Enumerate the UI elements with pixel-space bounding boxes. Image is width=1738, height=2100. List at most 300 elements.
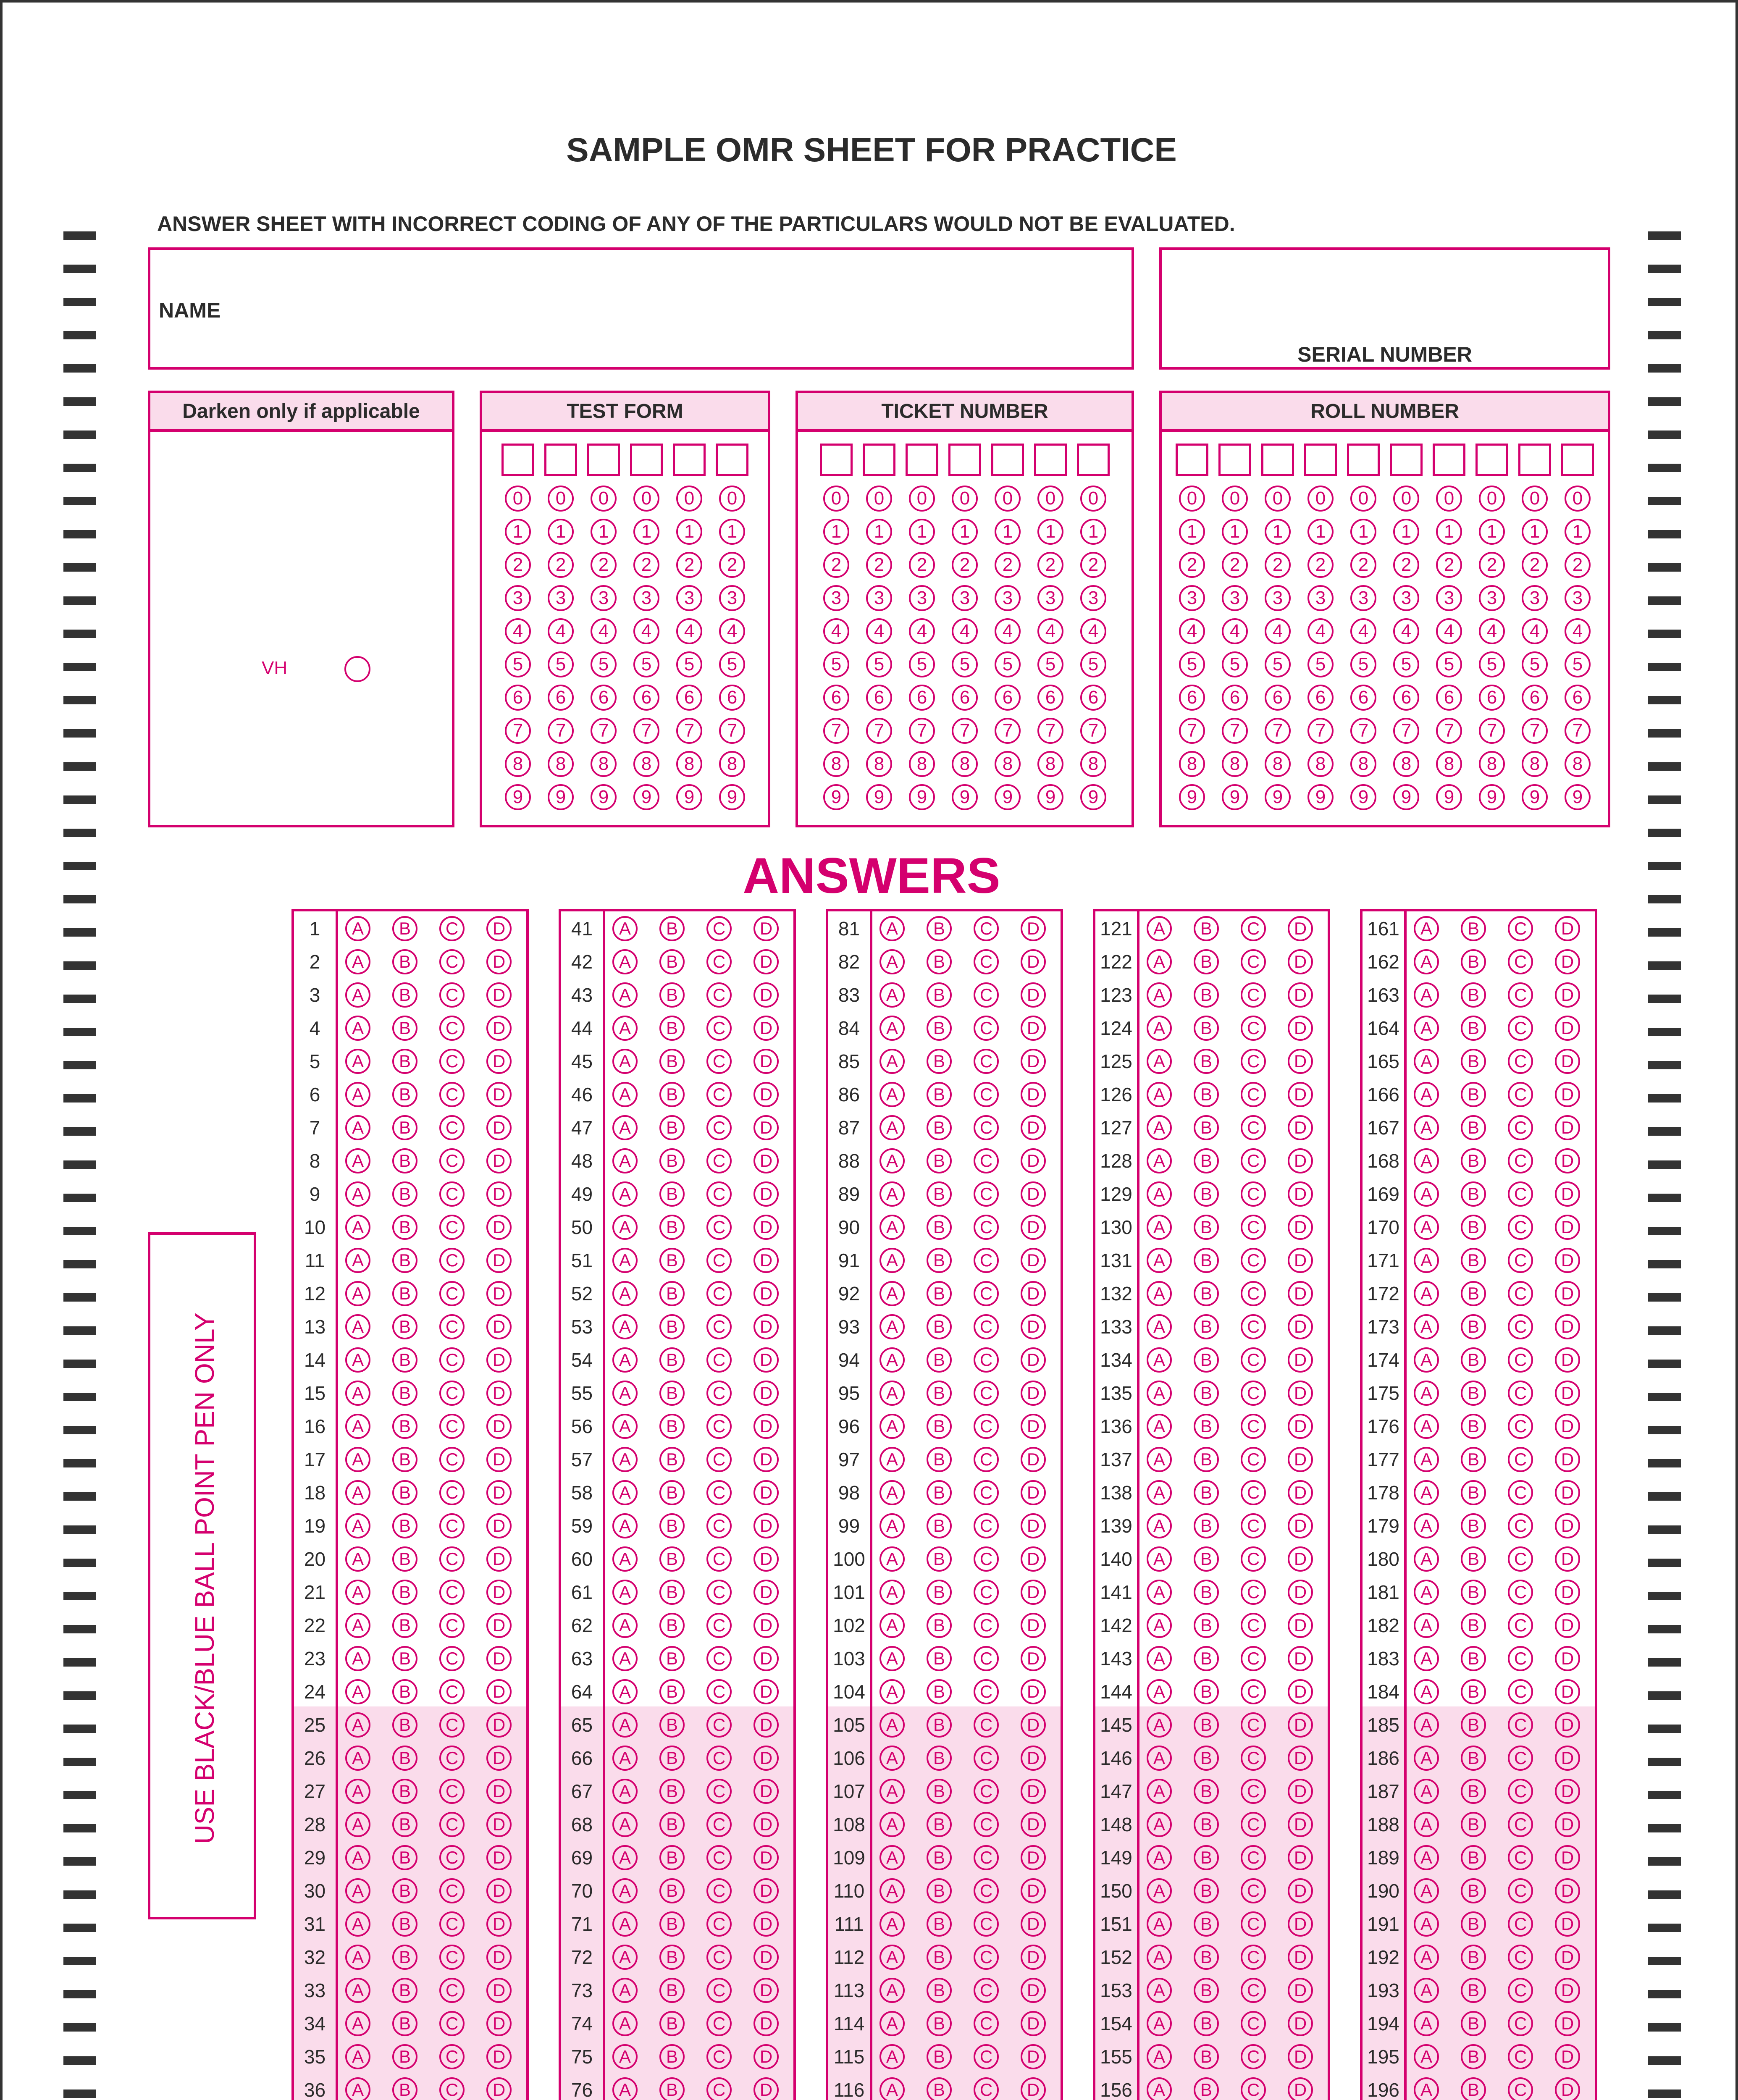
option-b-bubble[interactable]: B	[1194, 916, 1219, 941]
option-b-bubble[interactable]: B	[1194, 1546, 1219, 1572]
option-d-bubble[interactable]: D	[1021, 1381, 1046, 1406]
roll-number-digit-bubble[interactable]: 2	[1307, 552, 1334, 578]
option-c-bubble[interactable]: C	[1508, 1746, 1533, 1771]
option-b-bubble[interactable]: B	[927, 1978, 952, 2003]
option-a-bubble[interactable]: A	[345, 1712, 370, 1738]
option-d-bubble[interactable]: D	[1288, 1712, 1313, 1738]
option-c-bubble[interactable]: C	[439, 1414, 465, 1439]
option-b-bubble[interactable]: B	[659, 1779, 685, 1804]
test-form-digit-bubble[interactable]: 8	[548, 751, 574, 777]
option-b-bubble[interactable]: B	[1461, 2011, 1486, 2036]
option-d-bubble[interactable]: D	[1021, 1115, 1046, 1140]
option-a-bubble[interactable]: A	[880, 1082, 905, 1107]
option-a-bubble[interactable]: A	[345, 1513, 370, 1538]
option-b-bubble[interactable]: B	[1461, 1845, 1486, 1870]
option-a-bubble[interactable]: A	[880, 1414, 905, 1439]
option-c-bubble[interactable]: C	[706, 1181, 732, 1207]
option-a-bubble[interactable]: A	[1414, 1945, 1439, 1970]
option-b-bubble[interactable]: B	[659, 1546, 685, 1572]
ticket-number-digit-bubble[interactable]: 5	[823, 651, 849, 677]
option-d-bubble[interactable]: D	[486, 1679, 512, 1704]
option-d-bubble[interactable]: D	[1288, 982, 1313, 1008]
option-d-bubble[interactable]: D	[753, 1281, 779, 1306]
option-c-bubble[interactable]: C	[1241, 1281, 1266, 1306]
option-a-bubble[interactable]: A	[612, 1513, 638, 1538]
option-d-bubble[interactable]: D	[486, 2011, 512, 2036]
option-b-bubble[interactable]: B	[659, 1945, 685, 1970]
option-b-bubble[interactable]: B	[392, 1082, 417, 1107]
option-c-bubble[interactable]: C	[1508, 1181, 1533, 1207]
option-c-bubble[interactable]: C	[974, 1546, 999, 1572]
test-form-digit-bubble[interactable]: 8	[591, 751, 617, 777]
ticket-number-digit-bubble[interactable]: 0	[909, 486, 935, 512]
option-c-bubble[interactable]: C	[1508, 1978, 1533, 2003]
option-d-bubble[interactable]: D	[486, 2077, 512, 2100]
option-c-bubble[interactable]: C	[706, 1447, 732, 1472]
option-d-bubble[interactable]: D	[1288, 1812, 1313, 1837]
option-c-bubble[interactable]: C	[1508, 1646, 1533, 1671]
ticket-number-digit-bubble[interactable]: 4	[952, 618, 978, 644]
option-a-bubble[interactable]: A	[345, 1347, 370, 1373]
roll-number-digit-bubble[interactable]: 3	[1436, 585, 1462, 611]
ticket-number-digit-bubble[interactable]: 1	[823, 519, 849, 545]
option-c-bubble[interactable]: C	[1241, 1812, 1266, 1837]
test-form-write-box[interactable]	[587, 444, 620, 476]
ticket-number-digit-bubble[interactable]: 0	[1080, 486, 1106, 512]
option-c-bubble[interactable]: C	[706, 1679, 732, 1704]
option-d-bubble[interactable]: D	[1021, 1347, 1046, 1373]
option-c-bubble[interactable]: C	[1241, 1248, 1266, 1273]
option-d-bubble[interactable]: D	[1555, 1314, 1580, 1339]
option-a-bubble[interactable]: A	[1147, 1248, 1172, 1273]
roll-number-digit-bubble[interactable]: 1	[1307, 519, 1334, 545]
option-d-bubble[interactable]: D	[753, 982, 779, 1008]
ticket-number-digit-bubble[interactable]: 7	[823, 718, 849, 744]
option-c-bubble[interactable]: C	[1241, 1414, 1266, 1439]
option-b-bubble[interactable]: B	[1461, 1281, 1486, 1306]
option-b-bubble[interactable]: B	[927, 1148, 952, 1173]
option-a-bubble[interactable]: A	[1147, 1447, 1172, 1472]
test-form-digit-bubble[interactable]: 7	[591, 718, 617, 744]
option-d-bubble[interactable]: D	[753, 1945, 779, 1970]
option-c-bubble[interactable]: C	[974, 1115, 999, 1140]
option-a-bubble[interactable]: A	[1414, 1746, 1439, 1771]
option-d-bubble[interactable]: D	[486, 1314, 512, 1339]
option-b-bubble[interactable]: B	[659, 2077, 685, 2100]
option-b-bubble[interactable]: B	[1194, 1082, 1219, 1107]
option-b-bubble[interactable]: B	[1461, 1911, 1486, 1937]
option-b-bubble[interactable]: B	[392, 1845, 417, 1870]
roll-number-digit-bubble[interactable]: 0	[1179, 486, 1205, 512]
option-d-bubble[interactable]: D	[486, 1779, 512, 1804]
option-b-bubble[interactable]: B	[392, 949, 417, 974]
option-c-bubble[interactable]: C	[1241, 1181, 1266, 1207]
option-b-bubble[interactable]: B	[659, 1712, 685, 1738]
option-c-bubble[interactable]: C	[974, 1016, 999, 1041]
ticket-number-digit-bubble[interactable]: 5	[909, 651, 935, 677]
ticket-number-digit-bubble[interactable]: 6	[995, 685, 1021, 711]
option-a-bubble[interactable]: A	[345, 982, 370, 1008]
option-d-bubble[interactable]: D	[1288, 1281, 1313, 1306]
option-d-bubble[interactable]: D	[486, 1381, 512, 1406]
option-c-bubble[interactable]: C	[706, 1546, 732, 1572]
roll-number-digit-bubble[interactable]: 8	[1307, 751, 1334, 777]
option-b-bubble[interactable]: B	[392, 1215, 417, 1240]
option-a-bubble[interactable]: A	[345, 1945, 370, 1970]
option-c-bubble[interactable]: C	[974, 1580, 999, 1605]
option-a-bubble[interactable]: A	[880, 1215, 905, 1240]
option-d-bubble[interactable]: D	[1021, 1181, 1046, 1207]
option-c-bubble[interactable]: C	[439, 1779, 465, 1804]
option-b-bubble[interactable]: B	[1194, 1911, 1219, 1937]
ticket-number-digit-bubble[interactable]: 5	[866, 651, 892, 677]
ticket-number-write-box[interactable]	[906, 444, 938, 476]
option-a-bubble[interactable]: A	[880, 1281, 905, 1306]
roll-number-digit-bubble[interactable]: 6	[1179, 685, 1205, 711]
option-a-bubble[interactable]: A	[345, 1878, 370, 1903]
option-c-bubble[interactable]: C	[974, 1945, 999, 1970]
option-b-bubble[interactable]: B	[1194, 2011, 1219, 2036]
option-c-bubble[interactable]: C	[706, 1646, 732, 1671]
option-d-bubble[interactable]: D	[1555, 1613, 1580, 1638]
option-a-bubble[interactable]: A	[1414, 1016, 1439, 1041]
option-d-bubble[interactable]: D	[1288, 2044, 1313, 2069]
option-d-bubble[interactable]: D	[753, 1049, 779, 1074]
option-d-bubble[interactable]: D	[753, 2077, 779, 2100]
roll-number-digit-bubble[interactable]: 9	[1565, 784, 1591, 810]
option-a-bubble[interactable]: A	[345, 1082, 370, 1107]
test-form-digit-bubble[interactable]: 9	[505, 784, 531, 810]
roll-number-digit-bubble[interactable]: 3	[1222, 585, 1248, 611]
option-d-bubble[interactable]: D	[1021, 1414, 1046, 1439]
option-c-bubble[interactable]: C	[706, 1347, 732, 1373]
option-b-bubble[interactable]: B	[1461, 1148, 1486, 1173]
roll-number-digit-bubble[interactable]: 9	[1179, 784, 1205, 810]
roll-number-digit-bubble[interactable]: 4	[1479, 618, 1505, 644]
option-c-bubble[interactable]: C	[1508, 1347, 1533, 1373]
roll-number-write-box[interactable]	[1347, 444, 1380, 476]
option-a-bubble[interactable]: A	[612, 1945, 638, 1970]
option-c-bubble[interactable]: C	[974, 1812, 999, 1837]
option-b-bubble[interactable]: B	[1194, 1878, 1219, 1903]
option-b-bubble[interactable]: B	[1194, 1281, 1219, 1306]
option-a-bubble[interactable]: A	[1414, 1049, 1439, 1074]
option-c-bubble[interactable]: C	[1241, 1580, 1266, 1605]
option-c-bubble[interactable]: C	[439, 1679, 465, 1704]
ticket-number-digit-bubble[interactable]: 3	[1037, 585, 1063, 611]
test-form-digit-bubble[interactable]: 7	[633, 718, 659, 744]
option-d-bubble[interactable]: D	[486, 2044, 512, 2069]
option-b-bubble[interactable]: B	[659, 1911, 685, 1937]
option-d-bubble[interactable]: D	[753, 1712, 779, 1738]
option-b-bubble[interactable]: B	[1461, 1646, 1486, 1671]
option-a-bubble[interactable]: A	[612, 1911, 638, 1937]
option-c-bubble[interactable]: C	[706, 1513, 732, 1538]
ticket-number-digit-bubble[interactable]: 0	[866, 486, 892, 512]
option-a-bubble[interactable]: A	[880, 1845, 905, 1870]
roll-number-digit-bubble[interactable]: 2	[1179, 552, 1205, 578]
option-b-bubble[interactable]: B	[1461, 2077, 1486, 2100]
roll-number-digit-bubble[interactable]: 9	[1522, 784, 1548, 810]
option-b-bubble[interactable]: B	[659, 1248, 685, 1273]
option-b-bubble[interactable]: B	[659, 1347, 685, 1373]
option-c-bubble[interactable]: C	[1508, 982, 1533, 1008]
option-d-bubble[interactable]: D	[1021, 949, 1046, 974]
option-d-bubble[interactable]: D	[1555, 1945, 1580, 1970]
option-a-bubble[interactable]: A	[612, 1181, 638, 1207]
ticket-number-digit-bubble[interactable]: 0	[995, 486, 1021, 512]
ticket-number-digit-bubble[interactable]: 3	[952, 585, 978, 611]
test-form-digit-bubble[interactable]: 3	[719, 585, 745, 611]
option-d-bubble[interactable]: D	[1555, 1845, 1580, 1870]
option-b-bubble[interactable]: B	[927, 1181, 952, 1207]
option-a-bubble[interactable]: A	[345, 1480, 370, 1505]
option-a-bubble[interactable]: A	[1147, 1812, 1172, 1837]
option-a-bubble[interactable]: A	[345, 1414, 370, 1439]
option-a-bubble[interactable]: A	[1147, 2044, 1172, 2069]
option-a-bubble[interactable]: A	[1414, 1281, 1439, 1306]
option-a-bubble[interactable]: A	[612, 1546, 638, 1572]
option-a-bubble[interactable]: A	[880, 1613, 905, 1638]
option-d-bubble[interactable]: D	[1021, 1281, 1046, 1306]
option-a-bubble[interactable]: A	[1414, 1181, 1439, 1207]
option-d-bubble[interactable]: D	[1555, 949, 1580, 974]
option-b-bubble[interactable]: B	[1194, 949, 1219, 974]
option-a-bubble[interactable]: A	[1414, 1215, 1439, 1240]
option-b-bubble[interactable]: B	[1461, 1812, 1486, 1837]
option-b-bubble[interactable]: B	[1194, 1679, 1219, 1704]
ticket-number-digit-bubble[interactable]: 9	[1080, 784, 1106, 810]
option-d-bubble[interactable]: D	[1021, 1148, 1046, 1173]
option-c-bubble[interactable]: C	[974, 1447, 999, 1472]
option-c-bubble[interactable]: C	[439, 1347, 465, 1373]
option-d-bubble[interactable]: D	[486, 1978, 512, 2003]
option-a-bubble[interactable]: A	[880, 2044, 905, 2069]
option-d-bubble[interactable]: D	[1021, 1712, 1046, 1738]
roll-number-digit-bubble[interactable]: 8	[1179, 751, 1205, 777]
option-c-bubble[interactable]: C	[706, 1115, 732, 1140]
option-b-bubble[interactable]: B	[927, 1746, 952, 1771]
option-b-bubble[interactable]: B	[1461, 1215, 1486, 1240]
option-a-bubble[interactable]: A	[345, 2044, 370, 2069]
option-c-bubble[interactable]: C	[974, 1049, 999, 1074]
option-b-bubble[interactable]: B	[927, 949, 952, 974]
option-a-bubble[interactable]: A	[880, 916, 905, 941]
option-d-bubble[interactable]: D	[1555, 2077, 1580, 2100]
ticket-number-digit-bubble[interactable]: 9	[952, 784, 978, 810]
roll-number-digit-bubble[interactable]: 5	[1222, 651, 1248, 677]
test-form-digit-bubble[interactable]: 5	[505, 651, 531, 677]
option-c-bubble[interactable]: C	[439, 916, 465, 941]
option-b-bubble[interactable]: B	[392, 2011, 417, 2036]
roll-number-digit-bubble[interactable]: 3	[1522, 585, 1548, 611]
option-d-bubble[interactable]: D	[1288, 1580, 1313, 1605]
option-a-bubble[interactable]: A	[1414, 949, 1439, 974]
option-d-bubble[interactable]: D	[1555, 1248, 1580, 1273]
test-form-digit-bubble[interactable]: 6	[548, 685, 574, 711]
test-form-digit-bubble[interactable]: 1	[676, 519, 702, 545]
option-a-bubble[interactable]: A	[345, 1447, 370, 1472]
option-a-bubble[interactable]: A	[1414, 1414, 1439, 1439]
roll-number-digit-bubble[interactable]: 0	[1265, 486, 1291, 512]
test-form-digit-bubble[interactable]: 1	[719, 519, 745, 545]
option-a-bubble[interactable]: A	[612, 1845, 638, 1870]
option-b-bubble[interactable]: B	[1461, 1347, 1486, 1373]
option-d-bubble[interactable]: D	[1288, 1945, 1313, 1970]
option-c-bubble[interactable]: C	[1241, 1215, 1266, 1240]
option-b-bubble[interactable]: B	[927, 1812, 952, 1837]
option-b-bubble[interactable]: B	[392, 1812, 417, 1837]
option-d-bubble[interactable]: D	[486, 1911, 512, 1937]
option-a-bubble[interactable]: A	[345, 1016, 370, 1041]
option-d-bubble[interactable]: D	[753, 1546, 779, 1572]
roll-number-digit-bubble[interactable]: 0	[1307, 486, 1334, 512]
option-a-bubble[interactable]: A	[1147, 1381, 1172, 1406]
option-b-bubble[interactable]: B	[392, 1679, 417, 1704]
option-a-bubble[interactable]: A	[1414, 1546, 1439, 1572]
test-form-digit-bubble[interactable]: 3	[676, 585, 702, 611]
option-d-bubble[interactable]: D	[1021, 1314, 1046, 1339]
option-c-bubble[interactable]: C	[439, 1513, 465, 1538]
option-c-bubble[interactable]: C	[1508, 1215, 1533, 1240]
option-b-bubble[interactable]: B	[659, 1049, 685, 1074]
option-a-bubble[interactable]: A	[880, 1978, 905, 2003]
option-c-bubble[interactable]: C	[706, 2044, 732, 2069]
test-form-digit-bubble[interactable]: 9	[719, 784, 745, 810]
option-a-bubble[interactable]: A	[612, 1978, 638, 2003]
option-d-bubble[interactable]: D	[1555, 1414, 1580, 1439]
option-d-bubble[interactable]: D	[1555, 1115, 1580, 1140]
option-a-bubble[interactable]: A	[880, 1546, 905, 1572]
option-b-bubble[interactable]: B	[1461, 1613, 1486, 1638]
option-d-bubble[interactable]: D	[1555, 1546, 1580, 1572]
roll-number-digit-bubble[interactable]: 2	[1393, 552, 1419, 578]
option-c-bubble[interactable]: C	[1508, 2044, 1533, 2069]
ticket-number-digit-bubble[interactable]: 8	[909, 751, 935, 777]
option-a-bubble[interactable]: A	[1147, 1480, 1172, 1505]
option-a-bubble[interactable]: A	[1147, 1414, 1172, 1439]
option-a-bubble[interactable]: A	[345, 1381, 370, 1406]
option-a-bubble[interactable]: A	[612, 2011, 638, 2036]
option-b-bubble[interactable]: B	[392, 1712, 417, 1738]
roll-number-digit-bubble[interactable]: 9	[1393, 784, 1419, 810]
test-form-digit-bubble[interactable]: 5	[676, 651, 702, 677]
option-d-bubble[interactable]: D	[1555, 1148, 1580, 1173]
option-d-bubble[interactable]: D	[753, 1115, 779, 1140]
option-a-bubble[interactable]: A	[612, 2044, 638, 2069]
option-a-bubble[interactable]: A	[1147, 1580, 1172, 1605]
option-d-bubble[interactable]: D	[1288, 1746, 1313, 1771]
option-a-bubble[interactable]: A	[1414, 1347, 1439, 1373]
option-c-bubble[interactable]: C	[706, 1878, 732, 1903]
option-c-bubble[interactable]: C	[706, 1480, 732, 1505]
option-b-bubble[interactable]: B	[1194, 1314, 1219, 1339]
ticket-number-digit-bubble[interactable]: 8	[1080, 751, 1106, 777]
test-form-digit-bubble[interactable]: 9	[548, 784, 574, 810]
option-d-bubble[interactable]: D	[1288, 1480, 1313, 1505]
option-a-bubble[interactable]: A	[1147, 1148, 1172, 1173]
roll-number-digit-bubble[interactable]: 0	[1222, 486, 1248, 512]
option-a-bubble[interactable]: A	[345, 916, 370, 941]
ticket-number-digit-bubble[interactable]: 7	[995, 718, 1021, 744]
option-c-bubble[interactable]: C	[439, 2011, 465, 2036]
option-c-bubble[interactable]: C	[1241, 1613, 1266, 1638]
option-c-bubble[interactable]: C	[1241, 1911, 1266, 1937]
option-d-bubble[interactable]: D	[1021, 1911, 1046, 1937]
option-a-bubble[interactable]: A	[612, 982, 638, 1008]
test-form-digit-bubble[interactable]: 3	[548, 585, 574, 611]
test-form-digit-bubble[interactable]: 2	[591, 552, 617, 578]
option-d-bubble[interactable]: D	[1021, 1746, 1046, 1771]
option-c-bubble[interactable]: C	[1508, 1546, 1533, 1572]
test-form-digit-bubble[interactable]: 8	[633, 751, 659, 777]
option-b-bubble[interactable]: B	[1194, 2077, 1219, 2100]
option-c-bubble[interactable]: C	[1508, 1580, 1533, 1605]
option-c-bubble[interactable]: C	[974, 1347, 999, 1373]
option-c-bubble[interactable]: C	[974, 1779, 999, 1804]
option-d-bubble[interactable]: D	[753, 1779, 779, 1804]
option-d-bubble[interactable]: D	[486, 1746, 512, 1771]
roll-number-digit-bubble[interactable]: 1	[1479, 519, 1505, 545]
option-b-bubble[interactable]: B	[1461, 1115, 1486, 1140]
option-c-bubble[interactable]: C	[974, 1082, 999, 1107]
roll-number-digit-bubble[interactable]: 2	[1436, 552, 1462, 578]
option-c-bubble[interactable]: C	[706, 1746, 732, 1771]
roll-number-digit-bubble[interactable]: 6	[1522, 685, 1548, 711]
option-a-bubble[interactable]: A	[880, 1712, 905, 1738]
option-a-bubble[interactable]: A	[345, 1613, 370, 1638]
option-d-bubble[interactable]: D	[1288, 1115, 1313, 1140]
test-form-digit-bubble[interactable]: 4	[591, 618, 617, 644]
option-c-bubble[interactable]: C	[974, 1314, 999, 1339]
option-b-bubble[interactable]: B	[927, 1580, 952, 1605]
option-d-bubble[interactable]: D	[1021, 1513, 1046, 1538]
option-a-bubble[interactable]: A	[1414, 1779, 1439, 1804]
roll-number-digit-bubble[interactable]: 7	[1393, 718, 1419, 744]
option-a-bubble[interactable]: A	[1147, 1646, 1172, 1671]
option-b-bubble[interactable]: B	[392, 1911, 417, 1937]
option-c-bubble[interactable]: C	[1508, 1115, 1533, 1140]
test-form-digit-bubble[interactable]: 1	[548, 519, 574, 545]
option-d-bubble[interactable]: D	[1288, 1779, 1313, 1804]
option-c-bubble[interactable]: C	[706, 1215, 732, 1240]
option-a-bubble[interactable]: A	[880, 1314, 905, 1339]
option-c-bubble[interactable]: C	[974, 1248, 999, 1273]
option-a-bubble[interactable]: A	[1414, 1878, 1439, 1903]
option-d-bubble[interactable]: D	[1021, 1812, 1046, 1837]
test-form-digit-bubble[interactable]: 7	[676, 718, 702, 744]
option-b-bubble[interactable]: B	[1194, 1347, 1219, 1373]
roll-number-digit-bubble[interactable]: 4	[1393, 618, 1419, 644]
ticket-number-digit-bubble[interactable]: 1	[1037, 519, 1063, 545]
option-d-bubble[interactable]: D	[1288, 1646, 1313, 1671]
option-c-bubble[interactable]: C	[706, 1613, 732, 1638]
option-d-bubble[interactable]: D	[486, 1082, 512, 1107]
option-a-bubble[interactable]: A	[880, 1945, 905, 1970]
option-c-bubble[interactable]: C	[706, 1845, 732, 1870]
option-b-bubble[interactable]: B	[1194, 1215, 1219, 1240]
option-b-bubble[interactable]: B	[1461, 1480, 1486, 1505]
option-d-bubble[interactable]: D	[1555, 1746, 1580, 1771]
option-a-bubble[interactable]: A	[880, 1248, 905, 1273]
option-c-bubble[interactable]: C	[706, 2011, 732, 2036]
option-a-bubble[interactable]: A	[880, 1911, 905, 1937]
option-a-bubble[interactable]: A	[1147, 1347, 1172, 1373]
option-d-bubble[interactable]: D	[1021, 1447, 1046, 1472]
option-c-bubble[interactable]: C	[1508, 1381, 1533, 1406]
option-a-bubble[interactable]: A	[880, 1049, 905, 1074]
option-a-bubble[interactable]: A	[1414, 1911, 1439, 1937]
